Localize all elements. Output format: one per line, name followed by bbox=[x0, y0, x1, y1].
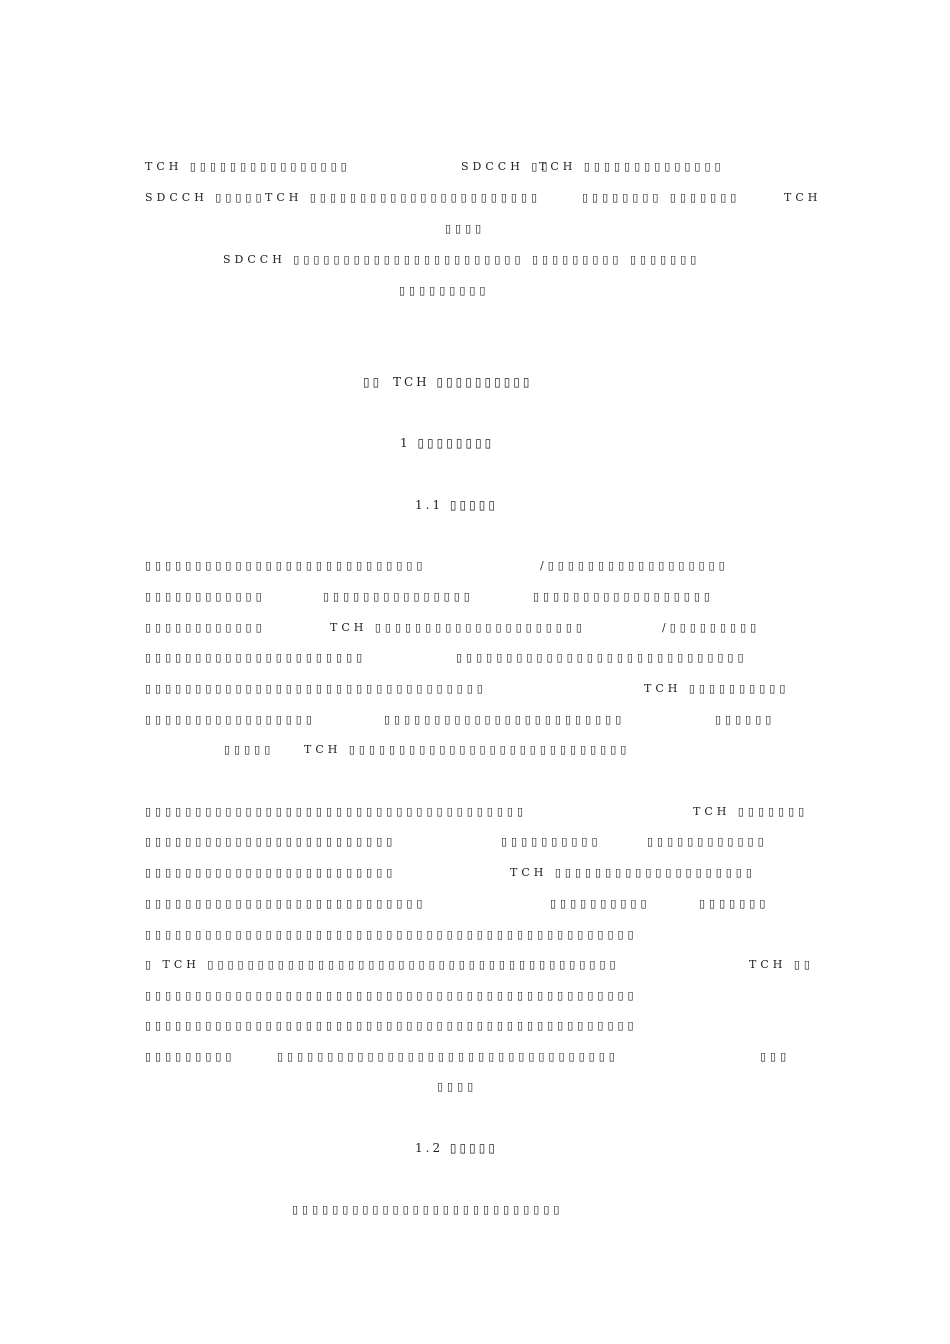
intro-line-2-part-3: ▯▯▯▯▯▯▯▯ ▯▯▯▯▯▯▯ bbox=[582, 191, 741, 204]
intro-line-3: ▯▯▯▯ bbox=[445, 222, 486, 235]
para2-line-2-part-3: ▯▯▯▯▯▯▯▯▯▯▯▯ bbox=[647, 835, 768, 848]
para2-line-8: ▯▯▯▯▯▯▯▯▯▯▯▯▯▯▯▯▯▯▯▯▯▯▯▯▯▯▯▯▯▯▯▯▯▯▯▯▯▯▯▯▯▯▯▯▯▯▯▯▯ bbox=[145, 1019, 638, 1032]
section-1-heading: 1 ▯▯▯▯▯▯▯▯ bbox=[400, 436, 495, 450]
para1-line-3-part-1: ▯▯▯▯▯▯▯▯▯▯▯▯ bbox=[145, 621, 266, 634]
section-1-1-heading: 1.1 ▯▯▯▯▯ bbox=[415, 498, 498, 512]
para2-line-5: ▯▯▯▯▯▯▯▯▯▯▯▯▯▯▯▯▯▯▯▯▯▯▯▯▯▯▯▯▯▯▯▯▯▯▯▯▯▯▯▯▯▯▯▯▯▯▯▯▯ bbox=[145, 928, 638, 941]
chapter-heading-prefix: ▯▯ bbox=[363, 375, 383, 389]
para2-line-1-part-2: TCH ▯▯▯▯▯▯▯ bbox=[693, 805, 809, 818]
para1-line-6-part-3: ▯▯▯▯▯▯ bbox=[715, 713, 776, 726]
intro-line-4: SDCCH ▯▯▯▯▯▯▯▯▯▯▯▯▯▯▯▯▯▯▯▯▯▯▯ ▯▯▯▯▯▯▯▯▯ ▯▯▯▯▯▯▯ bbox=[223, 253, 701, 266]
para2-line-2-part-1: ▯▯▯▯▯▯▯▯▯▯▯▯▯▯▯▯▯▯▯▯▯▯▯▯▯ bbox=[145, 835, 397, 848]
para1-line-7-part-2: TCH ▯▯▯▯▯▯▯▯▯▯▯▯▯▯▯▯▯▯▯▯▯▯▯▯▯▯▯▯ bbox=[304, 743, 631, 756]
para1-line-1-part-2: /▯▯▯▯▯▯▯▯▯▯▯▯▯▯▯▯▯▯ bbox=[540, 559, 729, 572]
para2-line-3-part-2: TCH ▯▯▯▯▯▯▯▯▯▯▯▯▯▯▯▯▯▯▯▯ bbox=[510, 866, 756, 879]
para1-line-4-part-2: ▯▯▯▯▯▯▯▯▯▯▯▯▯▯▯▯▯▯▯▯▯▯▯▯▯▯▯▯▯ bbox=[456, 651, 748, 664]
para1-line-2-part-2: ▯▯▯▯▯▯▯▯▯▯▯▯▯▯▯ bbox=[323, 590, 474, 603]
para2-line-4-part-3: ▯▯▯▯▯▯▯ bbox=[699, 897, 770, 910]
intro-line-2-part-2: TCH ▯▯▯▯▯▯▯▯▯▯▯▯▯▯▯▯▯▯▯▯▯▯▯ bbox=[265, 191, 542, 204]
intro-line-2-part-1: SDCCH ▯▯▯▯▯ bbox=[145, 191, 266, 204]
para2-line-7: ▯▯▯▯▯▯▯▯▯▯▯▯▯▯▯▯▯▯▯▯▯▯▯▯▯▯▯▯▯▯▯▯▯▯▯▯▯▯▯▯▯▯▯▯▯▯▯▯▯ bbox=[145, 989, 638, 1002]
intro-line-1-part-1: TCH ▯▯▯▯▯▯▯▯▯▯▯▯▯▯▯▯ bbox=[145, 160, 351, 173]
intro-line-5: ▯▯▯▯▯▯▯▯▯ bbox=[399, 284, 490, 297]
intro-line-2-part-4: TCH bbox=[784, 191, 822, 204]
para1-line-1-part-1: ▯▯▯▯▯▯▯▯▯▯▯▯▯▯▯▯▯▯▯▯▯▯▯▯▯▯▯▯ bbox=[145, 559, 427, 572]
para1-line-5-part-1: ▯▯▯▯▯▯▯▯▯▯▯▯▯▯▯▯▯▯▯▯▯▯▯▯▯▯▯▯▯▯▯▯▯▯ bbox=[145, 682, 487, 695]
para1-line-2-part-1: ▯▯▯▯▯▯▯▯▯▯▯▯ bbox=[145, 590, 266, 603]
intro-line-1-part-3: TCH ▯▯▯▯▯▯▯▯▯▯▯▯▯▯ bbox=[539, 160, 725, 173]
section-1-2-heading: 1.2 ▯▯▯▯▯ bbox=[415, 1141, 498, 1155]
para1-line-7-part-1: ▯▯▯▯▯ bbox=[224, 743, 275, 756]
para2-line-9-part-3: ▯▯▯ bbox=[760, 1050, 791, 1063]
para2-line-1-part-1: ▯▯▯▯▯▯▯▯▯▯▯▯▯▯▯▯▯▯▯▯▯▯▯▯▯▯▯▯▯▯▯▯▯▯▯▯▯▯ bbox=[145, 805, 528, 818]
para2-line-2-part-2: ▯▯▯▯▯▯▯▯▯▯ bbox=[501, 835, 602, 848]
para2-line-9-part-1: ▯▯▯▯▯▯▯▯▯ bbox=[145, 1050, 236, 1063]
para2-line-9-part-2: ▯▯▯▯▯▯▯▯▯▯▯▯▯▯▯▯▯▯▯▯▯▯▯▯▯▯▯▯▯▯▯▯▯▯ bbox=[277, 1050, 619, 1063]
para2-line-6-part-1: ▯ TCH ▯▯▯▯▯▯▯▯▯▯▯▯▯▯▯▯▯▯▯▯▯▯▯▯▯▯▯▯▯▯▯▯▯▯▯▯▯▯▯▯▯ bbox=[145, 958, 620, 971]
para1-line-3-part-3: /▯▯▯▯▯▯▯▯▯ bbox=[662, 621, 761, 634]
para2-line-4-part-2: ▯▯▯▯▯▯▯▯▯▯ bbox=[550, 897, 651, 910]
para1-line-6-part-1: ▯▯▯▯▯▯▯▯▯▯▯▯▯▯▯▯▯ bbox=[145, 713, 316, 726]
para1-line-4-part-1: ▯▯▯▯▯▯▯▯▯▯▯▯▯▯▯▯▯▯▯▯▯▯ bbox=[145, 651, 367, 664]
para2-line-6-part-2: TCH ▯▯ bbox=[749, 958, 814, 971]
intro-line-1-part-2: SDCCH ▯▯ bbox=[461, 160, 552, 173]
chapter-heading-title: TCH ▯▯▯▯▯▯▯▯▯▯ bbox=[393, 375, 533, 389]
para3-line-1: ▯▯▯▯▯▯▯▯▯▯▯▯▯▯▯▯▯▯▯▯▯▯▯▯▯▯▯ bbox=[292, 1203, 564, 1216]
para2-line-3-part-1: ▯▯▯▯▯▯▯▯▯▯▯▯▯▯▯▯▯▯▯▯▯▯▯▯▯ bbox=[145, 866, 397, 879]
para2-line-4-part-1: ▯▯▯▯▯▯▯▯▯▯▯▯▯▯▯▯▯▯▯▯▯▯▯▯▯▯▯▯ bbox=[145, 897, 427, 910]
para2-line-10: ▯▯▯▯ bbox=[437, 1080, 478, 1093]
para1-line-5-part-2: TCH ▯▯▯▯▯▯▯▯▯▯ bbox=[644, 682, 790, 695]
para1-line-2-part-3: ▯▯▯▯▯▯▯▯▯▯▯▯▯▯▯▯▯▯ bbox=[533, 590, 714, 603]
para1-line-3-part-2: TCH ▯▯▯▯▯▯▯▯▯▯▯▯▯▯▯▯▯▯▯▯▯ bbox=[330, 621, 586, 634]
para1-line-6-part-2: ▯▯▯▯▯▯▯▯▯▯▯▯▯▯▯▯▯▯▯▯▯▯▯▯ bbox=[384, 713, 626, 726]
